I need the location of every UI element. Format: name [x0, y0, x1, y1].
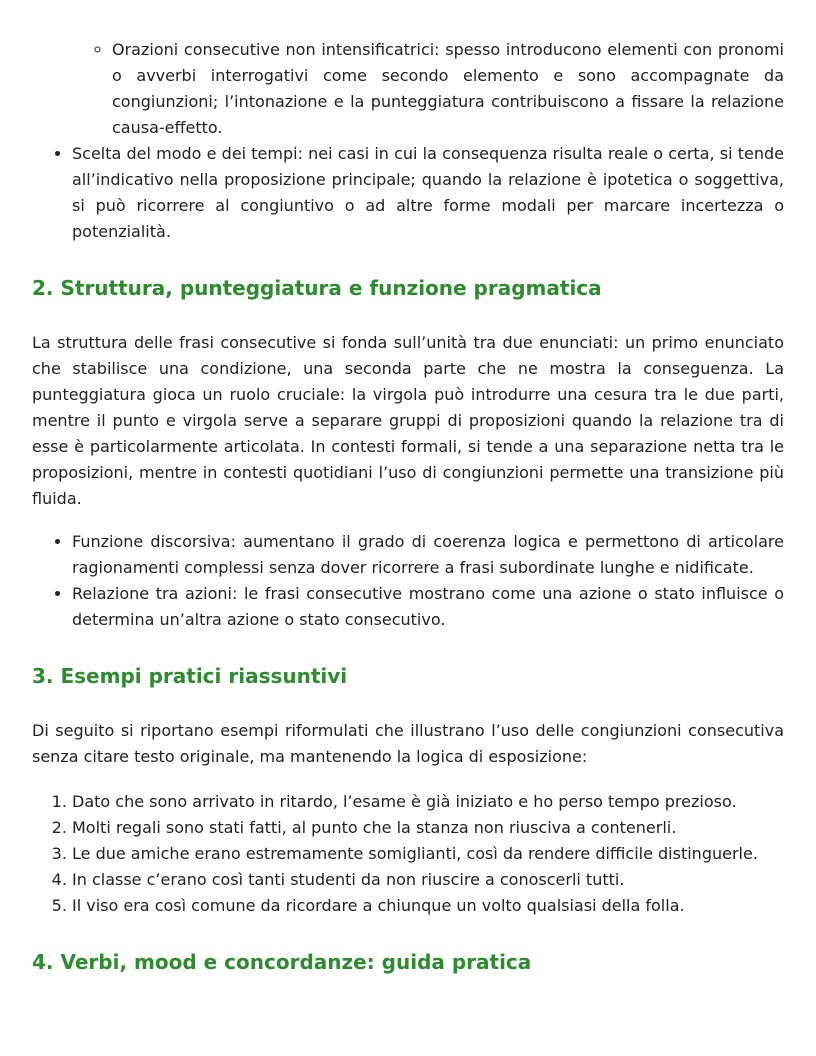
- nested-list-item: ◦ Orazioni consecutive non intensificatrici: spesso introducono elementi con pronomi o avverbi interrogativi come secondo elemento e sono accompagnate da congiunzioni; l’intonazione e la punteggiatura contribuiscono a fissare la relazione causa-effetto.: [112, 37, 784, 141]
- nested-bullet-list: [72, 37, 784, 141]
- example-item: 5. Il viso era così comune da ricordare a chiunque un volto qualsiasi della folla.: [72, 893, 784, 919]
- list-item: • Relazione tra azioni: le frasi consecutive mostrano come una azione o stato influisce o determina un’altra azione o stato consecutivo.: [72, 581, 784, 633]
- section-4-heading: 4. Verbi, mood e concordanze: guida pratica: [32, 950, 532, 974]
- section-3-paragraph: Di seguito si riportano esempi riformulati che illustrano l’uso delle congiunzioni consecutiva senza citare testo originale, ma mantenendo la logica di esposizione:: [32, 721, 784, 766]
- document-body: [32, 37, 784, 975]
- section-2-paragraph: La struttura delle frasi consecutive si fonda sull’unità tra due enunciati: un primo enunciato che stabilisce una condizione, una seconda parte che ne mostra la conseguenza. La punteggiatura gioca un ruolo cruciale: la virgola può introdurre una cesura tra le due parti, mentre il punto e virgola serve a separare gruppi di proposizioni quando la relazione tra di esse è particolarmente articolata. In contesti formali, si tende a una separazione netta tra le proposizioni, mentre in contesti quotidiani l’uso di congiunzioni permette una transizione più fluida.: [32, 333, 784, 508]
- mood-bullet-list: [32, 141, 784, 245]
- intro-bullet-list: [32, 37, 784, 141]
- example-item: 1. Dato che sono arrivato in ritardo, l’esame è già iniziato e ho perso tempo prezioso.: [72, 789, 784, 815]
- intro-list-item: [72, 37, 784, 141]
- list-item: • Funzione discorsiva: aumentano il grado di coerenza logica e permettono di articolare ragionamenti complessi senza dover ricorrere a frasi subordinate lunghe e nidificate.: [72, 529, 784, 581]
- example-item: 2. Molti regali sono stati fatti, al punto che la stanza non riusciva a contenerli.: [72, 815, 784, 841]
- list-item: • Scelta del modo e dei tempi: nei casi in cui la consequenza risulta reale o certa, si tende all’indicativo nella proposizione principale; quando la relazione è ipotetica o soggettiva, si può ricorrere al congiuntivo o ad altre forme modali per marcare incertezza o potenzialità.: [72, 141, 784, 245]
- example-item: 4. In classe c’erano così tanti studenti da non riuscire a conoscerli tutti.: [72, 867, 784, 893]
- section-2-heading: 2. Struttura, punteggiatura e funzione pragmatica: [32, 276, 602, 300]
- examples-numbered-list: [32, 789, 784, 919]
- section-3-heading: 3. Esempi pratici riassuntivi: [32, 664, 348, 688]
- example-item: 3. Le due amiche erano estremamente somiglianti, così da rendere difficile distinguerle.: [72, 841, 784, 867]
- section-2-bullet-list: [32, 529, 784, 633]
